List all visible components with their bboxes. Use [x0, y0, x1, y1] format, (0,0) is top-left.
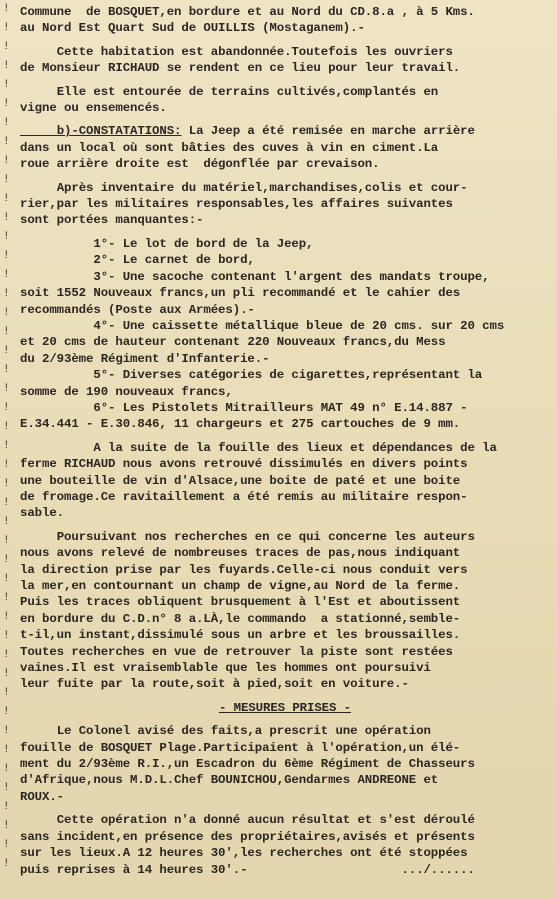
operation-paragraph: Le Colonel avisé des faits,a prescrit une opération fouille de BOSQUET Plage.Participaient à l'opération,un élé- ment du 2/93ème R.I.,un Escadron du 6ème Régiment de Chasseurs d'Afrique,nous M.D.L.Chef BOUNICHOU,Gendarmes ANDREONE et ROUX.- — [20, 724, 475, 804]
tracks-paragraph: Poursuivant nos recherches en ce qui concerne les auteurs nous avons relevé de nombreuses traces de pas,nous indiquant la direction prise par les fuyards.Celle-ci nous conduit vers la mer,en contournant un champ de vigne,au Nord de la ferme. Puis les traces obliquent brusquement à l'Est et aboutissent en bordure du C.D.n° 8 a.LÀ,le commando a stationné,semble- t-il,un instant,dissimulé sous un arbre et les broussailles. Toutes recherches en vue de retrouver la piste sont restées vaines.Il est vraisemblable que les hommes ont poursuivi leur fuite par la route,soit à pied,soit en voiture.- — [20, 529, 475, 692]
result-paragraph: Cette opération n'a donné aucun résultat et s'est déroulé sans incident,en présence des propriétaires,avisés et présents sur les lieux.A 12 heures 30',les recherches ont été stoppées puis reprises à 14 heures 30'.- .../...... — [20, 813, 475, 877]
surroundings-paragraph: Elle est entourée de terrains cultivés,complantés en vigne ou ensemencés. — [20, 84, 439, 116]
inventory-intro-paragraph: Après inventaire du matériel,marchandises,colis et cour- rier,par les militaires responsables,les affaires suivantes sont portées manquantes:- — [20, 180, 468, 228]
constatations-heading: b)-CONSTATATIONS: — [20, 124, 182, 139]
document-body — [20, 4, 550, 885]
location-paragraph: Commune de BOSQUET,en bordure et au Nord du CD.8.a , à 5 Kms. au Nord Est Quart Sud de OUILLIS (Mostaganem).- — [20, 5, 475, 36]
abandoned-house-paragraph: Cette habitation est abandonnée.Toutefois les ouvriers de Monsieur RICHAUD se rendent en ce lieu pour leur travail. — [20, 44, 461, 76]
farm-search-paragraph: A la suite de la fouille des lieux et dépendances de la ferme RICHAUD nous avons retrouvé dissimulés en divers points une bouteille de vin d'Alsace,une boite de paté et une boite de fromage.Ce ravitaillement a été remis au militaire respon- sable. — [20, 440, 497, 521]
constatations-text: La Jeep a été remisée en marche arrière dans un local où sont bâties des cuves à vin en ciment.La roue arrière droite est dégonflée par crevaison. — [20, 124, 475, 172]
constatations-paragraph — [20, 123, 550, 172]
missing-items-list: 1°- Le lot de bord de la Jeep, 2°- Le carnet de bord, 3°- Une sacoche contenant l'argent des mandats troupe, soit 1552 Nouveaux francs,un pli recommandé et le cahier des recommandés (Poste aux Armées).- 4°- Une caissette métallique bleue de 20 cms. sur 20 cms et 20 cms de hauteur contenant 220 Nouveaux francs,du Mess du 2/93ème Régiment d'Infanterie.- 5°- Diverses catégories de cigarettes,représentant la somme de 190 nouveaux francs, 6°- Les Pistolets Mitrailleurs MAT 49 n° E.14.887 - E.34.441 - E.30.846, 11 chargeurs et 275 cartouches de 9 mm. — [20, 236, 505, 432]
mesures-prises-heading: - MESURES PRISES - — [218, 700, 352, 715]
margin-exclamation-marks: ! ! ! ! ! ! ! ! ! ! ! ! ! ! ! ! ! ! ! ! ! ! ! ! ! ! ! ! ! ! ! ! ! ! ! ! ! ! ! ! ! ! ! ! ! ! — [3, 3, 10, 870]
